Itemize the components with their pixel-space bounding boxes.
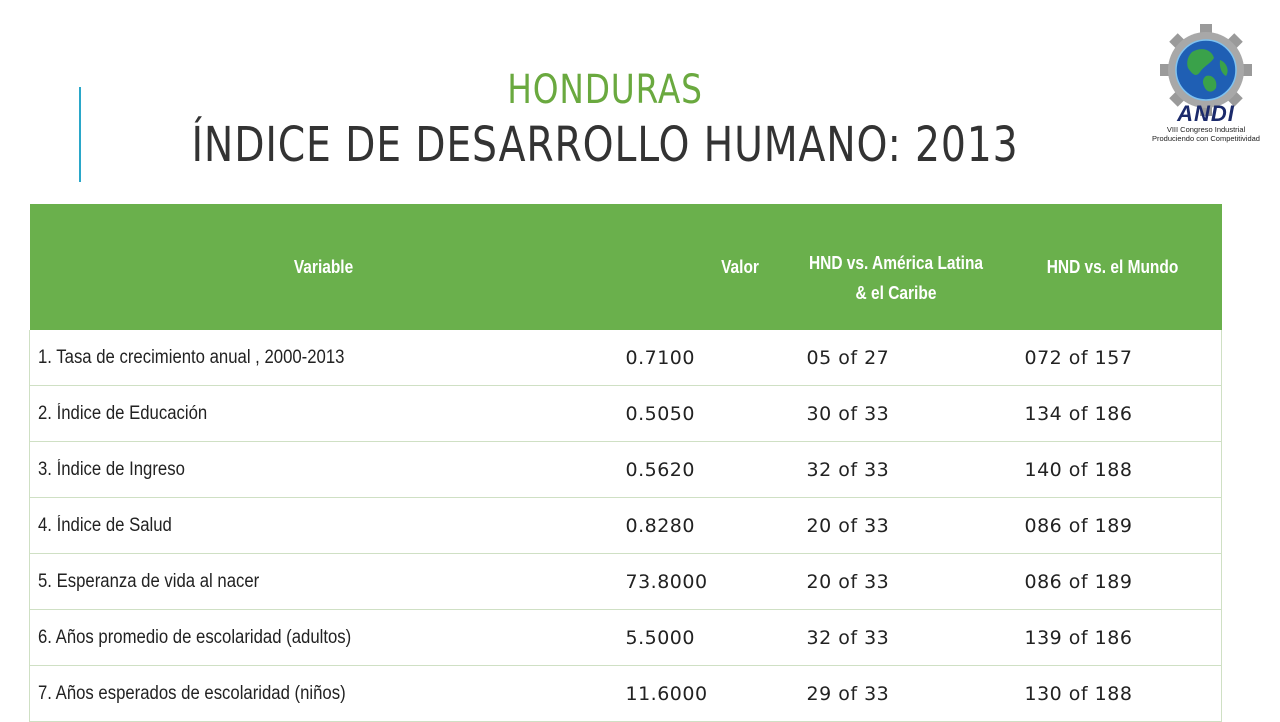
table-row (30, 666, 1222, 722)
cell-valor: 0.5620 (618, 442, 787, 498)
table-header-row (30, 204, 1222, 330)
cell-valor: 11.6000 (618, 666, 787, 722)
cell-world-rank: 072 of 157 (1005, 330, 1222, 386)
cell-valor: 0.8280 (618, 498, 787, 554)
table-row (30, 330, 1222, 386)
cell-latam-rank: 20 of 33 (787, 498, 1005, 554)
cell-valor: 73.8000 (618, 554, 787, 610)
cell-latam-rank: 29 of 33 (787, 666, 1005, 722)
cell-world-rank: 134 of 186 (1005, 386, 1222, 442)
cell-world-rank: 130 of 188 (1005, 666, 1222, 722)
cell-latam-rank: 32 of 33 (787, 442, 1005, 498)
idh-table (29, 204, 1222, 722)
cell-variable: 6. Años promedio de escolaridad (adultos) (30, 610, 618, 666)
header-latam: HND vs. América Latina & el Caribe (787, 204, 1005, 330)
table-row (30, 498, 1222, 554)
logo-name: ANDI (1177, 101, 1235, 126)
table-row (30, 442, 1222, 498)
logo-subtitle-1: VIII Congreso Industrial (1166, 125, 1246, 134)
cell-variable: 7. Años esperados de escolaridad (niños) (30, 666, 618, 722)
logo-caption (1150, 103, 1262, 143)
table-row (30, 554, 1222, 610)
cell-variable: 2. Índice de Educación (30, 386, 618, 442)
cell-valor: 5.5000 (618, 610, 787, 666)
header-mundo: HND vs. el Mundo (1005, 204, 1222, 330)
cell-latam-rank: 30 of 33 (787, 386, 1005, 442)
cell-valor: 0.5050 (618, 386, 787, 442)
cell-variable: 1. Tasa de crecimiento anual , 2000-2013 (30, 330, 618, 386)
cell-valor: 0.7100 (618, 330, 787, 386)
table-row (30, 386, 1222, 442)
logo-subtitle-2: Produciendo con Competitividad (1152, 134, 1260, 143)
header-variable: Variable (30, 204, 618, 330)
cell-world-rank: 139 of 186 (1005, 610, 1222, 666)
cell-latam-rank: 32 of 33 (787, 610, 1005, 666)
cell-variable: 3. Índice de Ingreso (30, 442, 618, 498)
cell-world-rank: 140 of 188 (1005, 442, 1222, 498)
cell-world-rank: 086 of 189 (1005, 554, 1222, 610)
cell-variable: 5. Esperanza de vida al nacer (30, 554, 618, 610)
title-heading: ÍNDICE DE DESARROLLO HUMANO: 2013 (191, 117, 1019, 173)
title-country: HONDURAS (507, 67, 703, 113)
table-row (30, 610, 1222, 666)
cell-variable: 4. Índice de Salud (30, 498, 618, 554)
slide-title (0, 66, 1210, 176)
header-valor: Valor (618, 204, 787, 330)
cell-latam-rank: 20 of 33 (787, 554, 1005, 610)
cell-world-rank: 086 of 189 (1005, 498, 1222, 554)
cell-latam-rank: 05 of 27 (787, 330, 1005, 386)
